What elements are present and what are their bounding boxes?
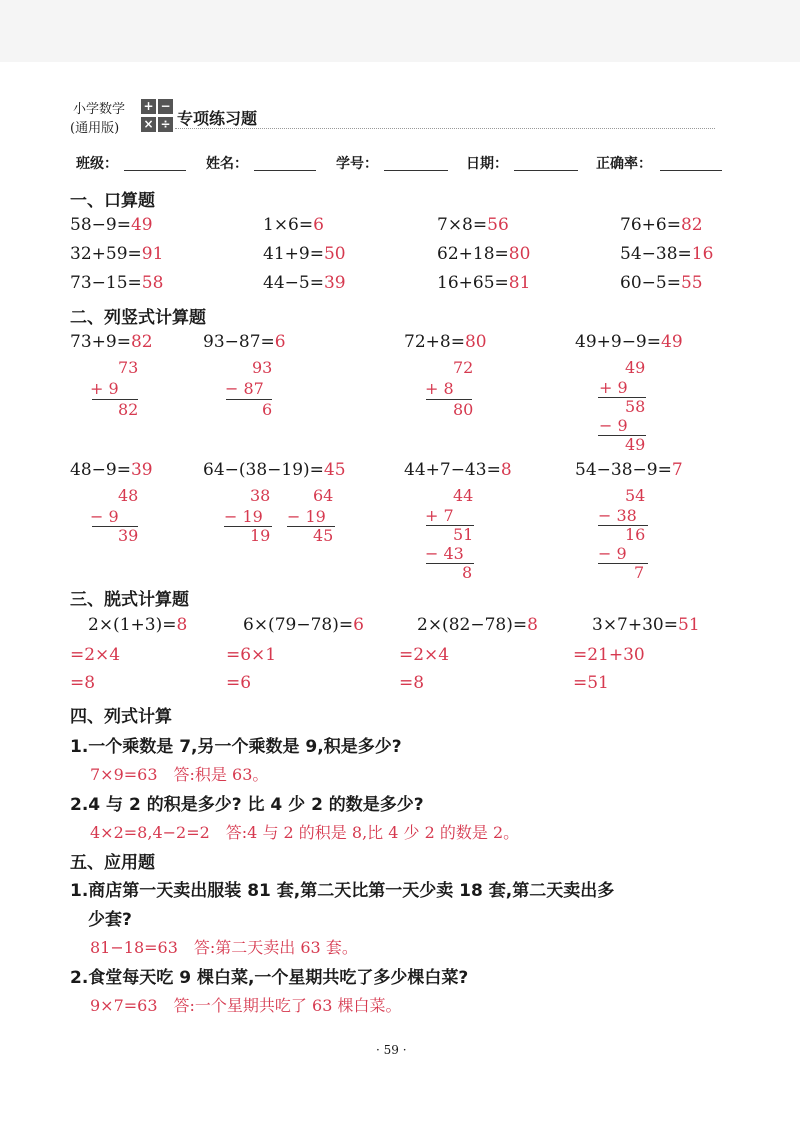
vertical-line: 73 [118,358,139,377]
field-id: 学号： [336,156,378,172]
vertical-line: − 19 [224,507,263,526]
section4-title: 四、列式计算 [70,707,172,727]
vertical-line: + 8 [425,379,454,398]
step-line: =51 [573,673,609,693]
answer-text: 81−18=63 答:第二天卖出 63 套。 [90,938,358,957]
stepwise-problem: 3×7+30=51 [592,615,700,635]
vertical-line: + 7 [425,506,454,525]
field-date: 日期： [466,156,508,172]
vertical-line: − 9 [598,544,627,563]
step-line: =8 [70,673,96,693]
vertical-line: 16 [625,525,646,544]
vertical-line: 80 [453,400,474,419]
vertical-problem: 48−9=39 [70,460,153,480]
header-divider [175,128,715,129]
field-class: 班级： [76,156,118,172]
step-line: =2×4 [70,645,121,665]
section2-title: 二、列竖式计算题 [70,308,206,328]
id-blank[interactable] [384,170,448,171]
oral-item: 41+9=50 [263,244,346,264]
answer-text: 9×7=63 答:一个星期共吃了 63 棵白菜。 [90,996,402,1015]
oral-item: 16+65=81 [437,273,531,293]
vertical-line: 58 [625,397,646,416]
oral-item: 7×8=56 [437,215,509,235]
plus-icon: + [141,99,156,114]
stepwise-problem: 6×(79−78)=6 [243,615,364,635]
oral-item: 73−15=58 [70,273,164,293]
vertical-line: 38 [250,486,271,505]
question-text: 少套? [88,910,132,930]
question-text: 2.食堂每天吃 9 棵白菜,一个星期共吃了多少棵白菜? [70,968,469,988]
vertical-problem: 64−(38−19)=45 [203,460,346,480]
page-number: · 59 · [376,1043,407,1057]
vertical-line: 19 [250,526,271,545]
oral-item: 44−5=39 [263,273,346,293]
vertical-line: 64 [313,486,334,505]
vertical-problem: 44+7−43=8 [404,460,512,480]
question-text: 1.一个乘数是 7,另一个乘数是 9,积是多少? [70,737,402,757]
vertical-line: 49 [625,435,646,454]
oral-item: 76+6=82 [620,215,703,235]
top-band [0,0,800,62]
oral-item: 62+18=80 [437,244,531,264]
step-line: =6 [226,673,252,693]
vertical-problem: 73+9=82 [70,332,153,352]
field-accuracy: 正确率： [596,156,652,172]
oral-item: 58−9=49 [70,215,153,235]
vertical-line: 6 [262,400,273,419]
vertical-line: 48 [118,486,139,505]
vertical-line: 54 [625,486,646,505]
vertical-line: 51 [453,525,474,544]
vertical-line: 45 [313,526,334,545]
section5-title: 五、应用题 [70,853,155,873]
stepwise-problem: 2×(82−78)=8 [417,615,538,635]
answer-text: 4×2=8,4−2=2 答:4 与 2 的积是 8,比 4 少 2 的数是 2。 [90,823,520,842]
vertical-line: 44 [453,486,474,505]
stepwise-problem: 2×(1+3)=8 [88,615,188,635]
name-blank[interactable] [254,170,316,171]
minus-icon: − [158,99,173,114]
question-text: 2.4 与 2 的积是多少? 比 4 少 2 的数是多少? [70,795,424,815]
question-text: 1.商店第一天卖出服装 81 套,第二天比第一天少卖 18 套,第二天卖出多 [70,881,615,901]
vertical-problem: 49+9−9=49 [575,332,683,352]
vertical-line: − 43 [425,544,464,563]
section3-title: 三、脱式计算题 [70,590,189,610]
section1-title: 一、口算题 [70,191,155,211]
vertical-line: − 9 [599,416,628,435]
vertical-line: − 87 [225,379,264,398]
step-line: =8 [399,673,425,693]
oral-item: 60−5=55 [620,273,703,293]
vertical-line: + 9 [599,378,628,397]
accuracy-blank[interactable] [660,170,722,171]
vertical-problem: 54−38−9=7 [575,460,683,480]
vertical-line: 72 [453,358,474,377]
class-blank[interactable] [124,170,186,171]
answer-text: 7×9=63 答:积是 63。 [90,765,269,784]
operator-logo [141,99,173,133]
vertical-line: + 9 [90,379,119,398]
date-blank[interactable] [514,170,578,171]
vertical-line: − 38 [598,506,637,525]
vertical-line: 49 [625,358,646,377]
field-name: 姓名： [206,156,248,172]
step-line: =6×1 [226,645,277,665]
page-title: 专项练习题 [177,109,258,128]
oral-item: 1×6=6 [263,215,324,235]
step-line: =21+30 [573,645,645,665]
vertical-problem: 93−87=6 [203,332,286,352]
times-icon: × [141,117,156,132]
vertical-line: 7 [634,563,645,582]
divide-icon: ÷ [158,117,173,132]
step-line: =2×4 [399,645,450,665]
vertical-problem: 72+8=80 [404,332,487,352]
vertical-line: 39 [118,526,139,545]
brand-line1: 小学数学 [73,102,126,117]
vertical-line: 93 [252,358,273,377]
vertical-line: 8 [462,563,473,582]
vertical-line: − 9 [90,507,119,526]
oral-item: 32+59=91 [70,244,164,264]
oral-item: 54−38=16 [620,244,714,264]
vertical-line: − 19 [287,507,326,526]
brand-line2: (通用版) [70,121,120,136]
vertical-line: 82 [118,400,139,419]
